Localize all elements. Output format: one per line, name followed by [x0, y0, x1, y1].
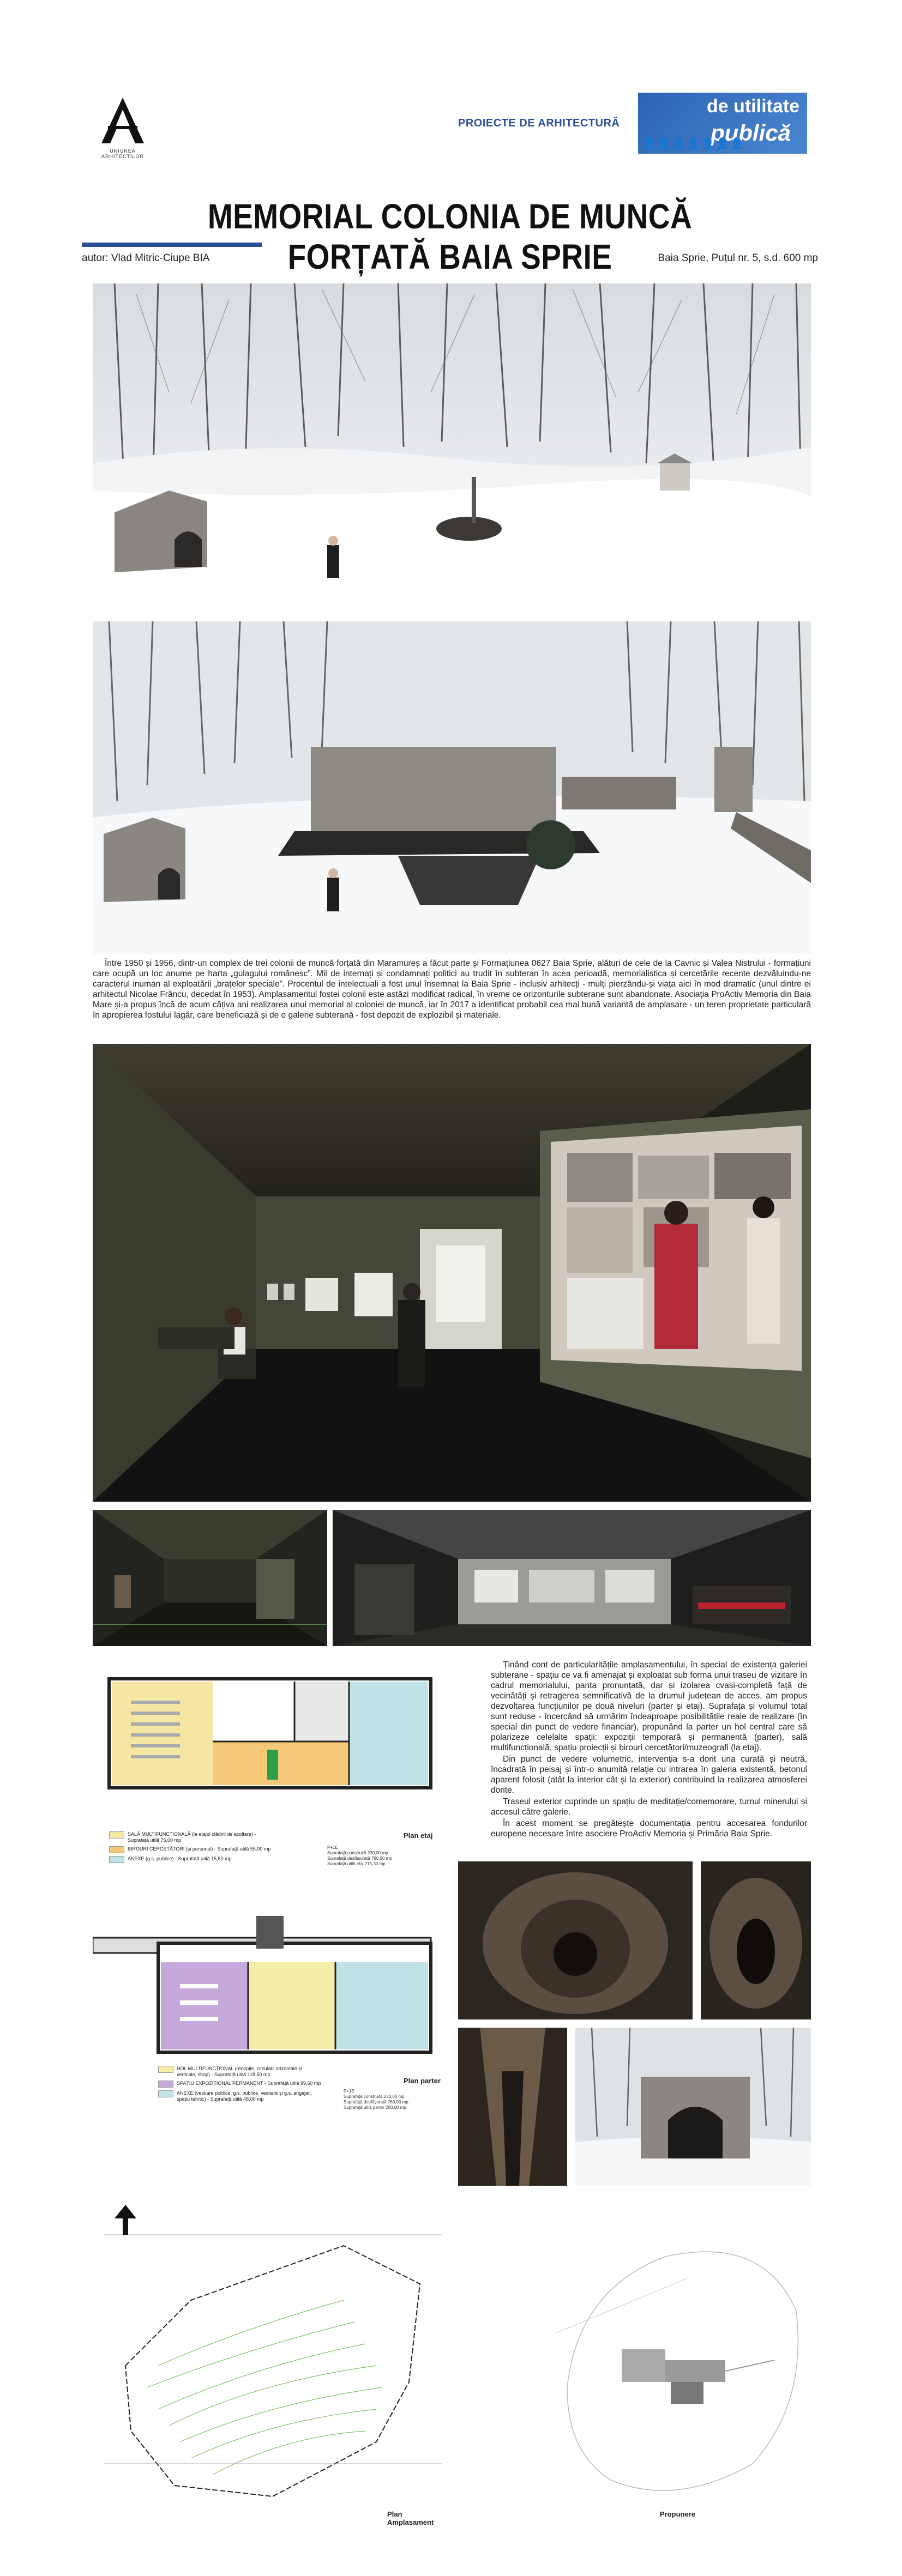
legend-text: ANEXE (vestiare publice, g.s. publice, vestiare și g.s. angajați, spațiu tehnic) - Suprafață utilă 48,00 mp [177, 2090, 312, 2102]
legend-row [109, 1856, 273, 1863]
site-plan-label: Plan Amplasament [387, 2510, 434, 2526]
legend-swatch [158, 2090, 173, 2097]
upper-floor-drawing [93, 1668, 447, 1831]
description-paragraph: Ținând cont de particularitățile amplasamentului, în special de existența galeriei subterane - spațiu ce va fi amenajat și exploatat sub forma unui traseu de vizitare în cadrul memorialului, panta pronunțată, dar și izolarea cvasi-completă față de vecinătăți și retragerea semnificativă de la drumul județean de acces, am propus dezvoltarea funcțiunilor pe două niveluri (parter și etaj). Suprafața și volumul total sunt reduse - încercând să urmărim îndeaproape posibilitățile reale de realizare (în special din punct de vedere financiar), propunând la parter un hol central care să polarizeze celelalte spații: expoziții temporară și permanentă (parter), sală multifuncțională, spațiu proiecții și birouri cercetători/muzeografi (la etaj). [491, 1660, 807, 1752]
stat-line: Suprafață desfășurată 760,00 mp [327, 1856, 392, 1861]
upper-plan-stats [327, 1845, 436, 1867]
legend-text: SALĂ MULTIFUNCȚIONALĂ (la etajul clădirii de acoltare) - Suprafață utilă 75,00 mp [128, 1831, 256, 1843]
interior-render-hall [333, 1510, 811, 1646]
stat-line: P+1E [344, 2089, 354, 2094]
stat-line: Suprafață utilă parter 200,00 mp [344, 2105, 406, 2110]
stat-line: P+1E [327, 1845, 338, 1850]
proposal-render-exterior [93, 621, 811, 954]
description-paragraph: În acest moment se pregătește documentația pentru accesarea fondurilor europene necesare între asociere ProActiv Memoria și Primăria Baia Sprie. [491, 1819, 807, 1839]
floor-plan-ground [93, 1913, 447, 2148]
legend-text: SPAȚIU EXPOZIȚIONAL PERMANENT - Suprafață utilă 99,60 mp [177, 2081, 321, 2086]
legend-swatch [158, 2081, 173, 2088]
legend-swatch [158, 2066, 173, 2073]
logo-a-icon [98, 95, 147, 147]
legend-row [158, 2081, 322, 2088]
tunnel-photo-2 [701, 1861, 811, 2019]
legend-row [109, 1831, 273, 1843]
gallery-entrance-photo [575, 2028, 811, 2186]
ground-plan-label: Plan parter [404, 2077, 441, 2085]
proposal-plan-drawing [545, 2224, 811, 2507]
description-paragraph: Din punct de vedere volumetric, intervenția s-a dorit una curată și neutră, încadrată în peisaj și într-o anumită relație cu intrarea în galeria existentă, betonul aparent folosit (atât la interior cât și la exterior) contribuind la realizarea atmosferei dorite. [491, 1755, 807, 1795]
legend-text: BIROURI CERCETĂTORI (și personal) - Suprafață utilă 55,00 mp [128, 1846, 271, 1852]
legend-row [158, 2090, 322, 2102]
site-plan-drawing [93, 2202, 447, 2507]
intro-text [93, 958, 811, 1021]
tunnel-photo-1 [458, 1861, 693, 2019]
ground-floor-legend [158, 2066, 322, 2105]
author-line: autor: Vlad Mitric-Ciupe BIA [82, 252, 210, 264]
proposal-plan [545, 2224, 811, 2529]
site-photo-existing [93, 283, 811, 610]
upper-floor-legend [109, 1831, 273, 1866]
legend-swatch [109, 1846, 124, 1853]
badge-line-1: de utilitate [706, 96, 799, 117]
legend-text: HOL MULTIFUNCȚIONAL (recepție, circulații orizontale și verticale, shop) - Suprafață utilă 118,50 mp [177, 2066, 302, 2077]
interior-render-corridor [93, 1510, 327, 1646]
section-label: PROIECTE DE ARHITECTURĂ [458, 117, 620, 129]
ground-floor-drawing [93, 1913, 447, 2066]
legend-text: ANEXE (g.s. publice) - Suprafață utilă 15,50 mp [128, 1856, 232, 1861]
description-text [491, 1660, 807, 1840]
stat-line: Suprafață construită 230,00 mp [327, 1851, 388, 1855]
legend-swatch [109, 1831, 124, 1839]
badge-line-2: publică [710, 120, 791, 146]
ground-plan-stats [344, 2089, 442, 2111]
stat-line: Suprafață utilă etaj 215,30 mp [327, 1861, 386, 1866]
public-utility-badge [638, 93, 807, 154]
logo-caption: UNIUNEA ARHITECTILOR [101, 148, 144, 159]
stat-line: Suprafață construită 230,00 mp [344, 2094, 405, 2099]
site-plan [93, 2202, 447, 2529]
proposal-plan-label: Propunere [660, 2510, 696, 2518]
people-icons: 👤👤👤👤👤👤👤 [642, 138, 745, 150]
location-line: Baia Sprie, Puțul nr. 5, s.d. 600 mp [658, 252, 818, 264]
intro-paragraph: Între 1950 și 1956, dintr-un complex de trei colonii de muncă forțată din Maramureș a făcut parte și Formațiunea 0627 Baia Sprie, alături de cele de la Cavnic și Valea Nistrului - formațiuni care ocupă un loc anume pe harta „gulagului românesc”. Mii de internați și condamnați politici au trudit în subteran în acea perioadă, memorialistica și cercetările recente dezvăluindu-ne caracterul inuman al exploatării „brațelor speciale”. Procentul de intelectuali a fost unul însemnat la Baia Sprie - inclusiv arhitecți - mulți pierzându-și viața aici în mod dramatic (unul dintre ei arhitectul Nicolae Frâncu, decedat în 1953). Amplasamentul fostei colonii este astăzi modificat radical, în vreme ce orizonturile subterane sunt abandonate. Asociația ProActiv Memoria din Baia Mare și-a propus încă de acum câțiva ani realizarea unui memorial al coloniei de muncă, iar în 2017 a identificat probabil cea mai bună variantă de amplasare - un teren proprietate particulară în apropierea fostului lagăr, care beneficiază și de o galerie subterană - fost depozit de explozibil și materiale. [93, 959, 811, 1020]
legend-swatch [109, 1856, 124, 1863]
interior-render-exhibition [93, 1044, 811, 1502]
legend-row [158, 2066, 322, 2078]
page-title: MEMORIAL COLONIA DE MUNCĂ FORȚATĂ BAIA SPRIE [207, 197, 693, 276]
tunnel-photo-3 [458, 2028, 567, 2186]
description-paragraph: Traseul exterior cuprinde un spațiu de meditație/comemorare, turnul minerului și accesul către galerie. [491, 1797, 807, 1817]
legend-row [109, 1846, 273, 1853]
floor-plan-upper [93, 1668, 447, 1908]
stat-line: Suprafață desfășurată 760,00 mp [344, 2100, 408, 2105]
architects-union-logo [93, 95, 153, 164]
upper-plan-label: Plan etaj [404, 1831, 433, 1840]
title-underline [82, 243, 262, 247]
